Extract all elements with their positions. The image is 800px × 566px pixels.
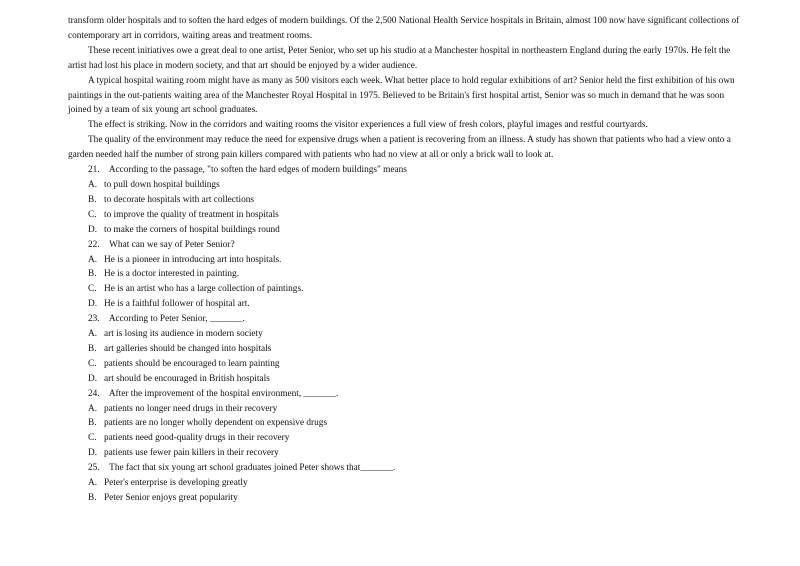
question-text: According to the passage, "to soften the hard edges of modern buildings" means bbox=[108, 165, 407, 176]
option-letter: A. bbox=[88, 403, 98, 414]
option-text: Peter's enterprise is developing greatly bbox=[104, 478, 248, 489]
option-b bbox=[68, 416, 748, 431]
option-text: patients no longer need drugs in their recovery bbox=[104, 403, 278, 414]
passage-paragraph: transform older hospitals and to soften the hard edges of modern buildings. Of the 2,500 National Health Service hospitals in Britain, almost 100 now have significant collections of contemporary art in corridors, waiting areas and treatment rooms. bbox=[68, 16, 740, 41]
passage-paragraph: A typical hospital waiting room might have as many as 500 visitors each week. What better place to hold regular exhibitions of art? Senior held the first exhibition of his own paintings in the out-patients waiting area of the Manchester Royal Hospital in 1975. Believed to be Britain's first hospital artist, Senior was so much in demand that he was soon joined by a team of six young art school graduates. bbox=[68, 75, 735, 116]
question-number: 21. bbox=[88, 165, 100, 176]
question-21 bbox=[68, 163, 748, 238]
passage-paragraph: The effect is striking. Now in the corridors and waiting rooms the visitor experiences a full view of fresh colors, playful images and restful courtyards. bbox=[88, 120, 648, 131]
option-text: art should be encouraged in British hospitals bbox=[104, 373, 270, 384]
option-text: patients are no longer wholly dependent on expensive drugs bbox=[104, 418, 328, 429]
question-number: 23. bbox=[88, 314, 100, 325]
option-c bbox=[68, 208, 748, 223]
question-text: What can we say of Peter Senior? bbox=[109, 239, 235, 250]
option-text: patients should be encouraged to learn painting bbox=[104, 358, 280, 369]
option-letter: B. bbox=[88, 194, 97, 205]
option-a bbox=[68, 178, 748, 193]
option-text: to improve the quality of treatment in hospitals bbox=[104, 209, 279, 220]
option-a bbox=[68, 327, 748, 342]
option-d bbox=[68, 372, 748, 387]
option-b bbox=[68, 342, 748, 357]
option-b bbox=[68, 193, 748, 208]
option-text: He is a pioneer in introducing art into hospitals. bbox=[104, 254, 282, 265]
question-stem bbox=[68, 312, 748, 327]
question-text: According to Peter Senior, _______. bbox=[108, 314, 245, 325]
question-25 bbox=[68, 461, 748, 506]
option-c bbox=[68, 282, 748, 297]
option-letter: D. bbox=[88, 299, 98, 310]
option-text: to make the corners of hospital buildings round bbox=[104, 224, 280, 235]
option-c bbox=[68, 431, 748, 446]
option-letter: D. bbox=[88, 448, 98, 459]
question-24 bbox=[68, 387, 748, 462]
option-text: art galleries should be changed into hospitals bbox=[104, 343, 272, 354]
option-text: patients need good-quality drugs in their recovery bbox=[104, 433, 290, 444]
option-d bbox=[68, 223, 748, 238]
question-22 bbox=[68, 238, 748, 313]
option-text: patients use fewer pain killers in their recovery bbox=[104, 448, 279, 459]
option-letter: B. bbox=[88, 493, 97, 503]
option-b bbox=[68, 267, 748, 282]
option-letter: D. bbox=[88, 224, 98, 235]
question-text: After the improvement of the hospital environment, _______. bbox=[108, 388, 339, 399]
option-letter: C. bbox=[88, 433, 97, 444]
document-page bbox=[68, 14, 748, 506]
option-letter: C. bbox=[88, 358, 97, 369]
passage-paragraph: These recent initiatives owe a great deal to one artist, Peter Senior, who set up his studio at a Manchester hospital in northeastern England during the early 1970s. He felt the artist had lost his place in modern society, and that art should be enjoyed by a wider audience. bbox=[68, 45, 731, 71]
option-letter: B. bbox=[88, 343, 97, 354]
option-text: He is an artist who has a large collection of paintings. bbox=[104, 284, 304, 295]
option-b bbox=[68, 491, 748, 506]
question-23 bbox=[68, 312, 748, 387]
option-a bbox=[68, 476, 748, 491]
question-stem bbox=[68, 163, 748, 178]
option-letter: D. bbox=[88, 373, 98, 384]
option-text: He is a faithful follower of hospital art. bbox=[104, 299, 250, 310]
option-d bbox=[68, 297, 748, 312]
option-a bbox=[68, 402, 748, 417]
question-stem bbox=[68, 387, 748, 402]
option-c bbox=[68, 357, 748, 372]
option-letter: B. bbox=[88, 269, 97, 280]
option-letter: C. bbox=[88, 284, 97, 295]
passage-paragraph: The quality of the environment may reduce the need for expensive drugs when a patient is recovering from an illness. A study has shown that patients who had a view onto a garden needed half the number of strong pain killers compared with patients who had no view at all or only a brick wall to look at. bbox=[68, 135, 731, 161]
option-text: Peter Senior enjoys great popularity bbox=[104, 493, 238, 503]
option-text: to pull down hospital buildings bbox=[104, 179, 220, 190]
option-text: art is losing its audience in modern society bbox=[104, 329, 263, 340]
option-a bbox=[68, 253, 748, 268]
option-letter: C. bbox=[88, 209, 97, 220]
option-d bbox=[68, 446, 748, 461]
question-number: 24. bbox=[88, 388, 100, 399]
question-number: 22. bbox=[88, 239, 100, 250]
option-letter: A. bbox=[88, 179, 98, 190]
question-stem bbox=[68, 461, 748, 476]
question-stem bbox=[68, 238, 748, 253]
option-text: He is a doctor interested in painting. bbox=[104, 269, 240, 280]
option-letter: A. bbox=[88, 329, 98, 340]
option-letter: A. bbox=[88, 478, 98, 489]
option-text: to decorate hospitals with art collections bbox=[104, 194, 254, 205]
question-text: The fact that six young art school graduates joined Peter shows that_______. bbox=[109, 463, 396, 474]
option-letter: B. bbox=[88, 418, 97, 429]
question-number: 25. bbox=[88, 463, 100, 474]
option-letter: A. bbox=[88, 254, 98, 265]
